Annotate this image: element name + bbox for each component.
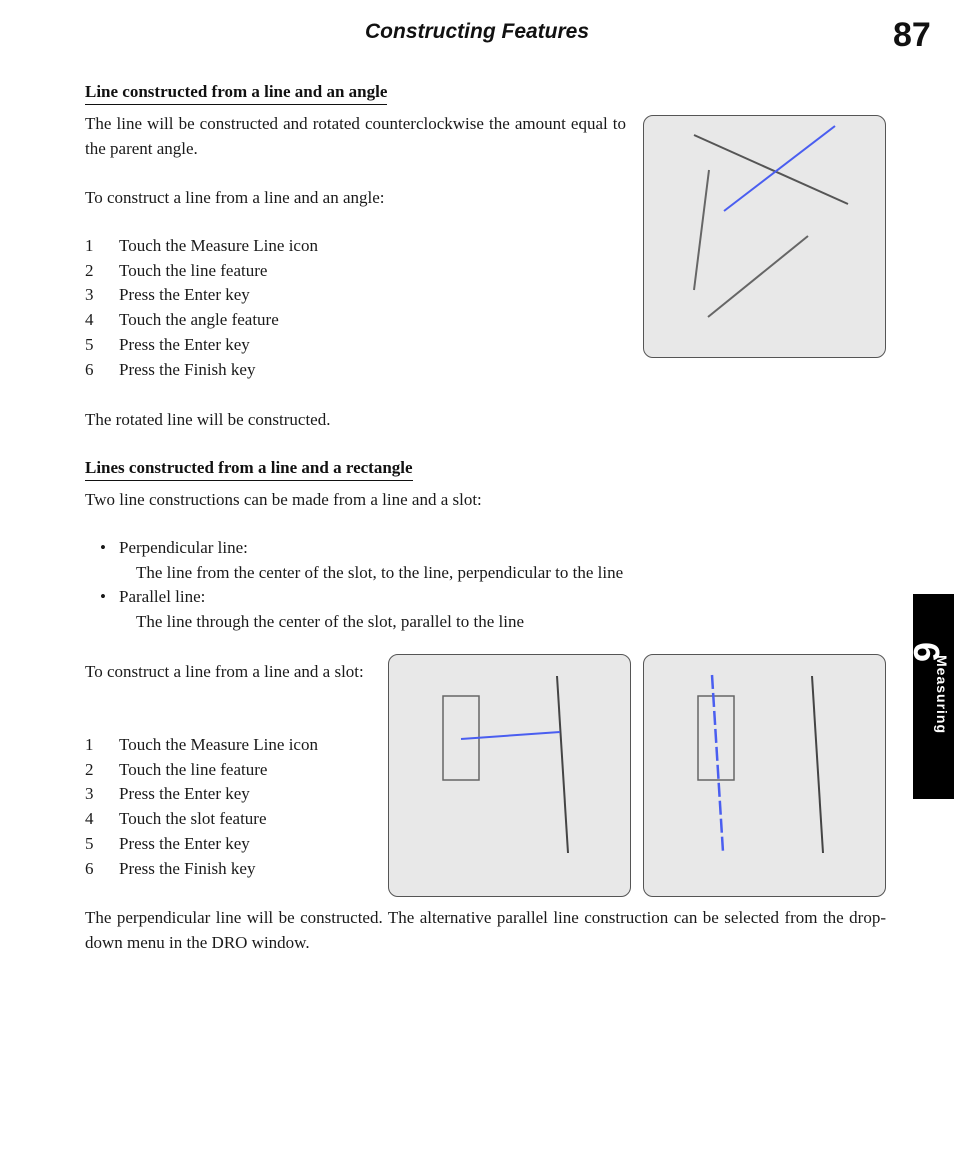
angle-line-2 xyxy=(708,236,808,317)
parent-line xyxy=(694,135,848,204)
bullet-label: Perpendicular line: xyxy=(119,538,248,557)
step-number: 2 xyxy=(85,260,94,280)
angle-line-1 xyxy=(694,170,709,290)
step-number: 5 xyxy=(85,833,94,853)
step-text: Touch the Measure Line icon xyxy=(119,236,318,255)
bullet-dot: • xyxy=(100,587,106,607)
construction-options-list xyxy=(100,536,623,635)
parallel-line xyxy=(712,675,723,852)
step-text: Press the Finish key xyxy=(119,858,256,878)
step-number: 5 xyxy=(85,334,94,354)
bullet-description: The line through the center of the slot, parallel to the line xyxy=(136,612,525,632)
section1-result: The rotated line will be constructed. xyxy=(85,410,331,429)
figure-perpendicular-line xyxy=(388,654,631,897)
list-item xyxy=(85,308,318,333)
list-item xyxy=(85,333,318,358)
step-text: Touch the Measure Line icon xyxy=(119,735,318,754)
figure-perpendicular-drawing xyxy=(389,655,632,898)
step-text: Touch the line feature xyxy=(119,260,268,280)
step-number: 6 xyxy=(85,359,94,379)
chapter-tab xyxy=(906,594,954,799)
perpendicular-line xyxy=(461,732,560,739)
list-item xyxy=(85,283,318,308)
list-item xyxy=(85,758,318,783)
chapter-number: 6 xyxy=(906,641,948,663)
section1-steps xyxy=(85,234,318,382)
step-text: Press the Enter key xyxy=(119,784,250,804)
section1-lead: To construct a line from a line and an angle: xyxy=(85,188,385,207)
step-number: 4 xyxy=(85,809,94,829)
list-item xyxy=(85,782,318,807)
step-number: 2 xyxy=(85,759,94,779)
section1-intro: The line will be constructed and rotated counterclockwise the amount equal to the parent angle. xyxy=(85,114,626,158)
bullet-label: Parallel line: xyxy=(119,587,206,607)
figure-line-angle-drawing xyxy=(644,116,887,359)
step-text: Press the Enter key xyxy=(119,833,250,853)
step-text: Press the Finish key xyxy=(119,359,256,379)
bullet-description: The line from the center of the slot, to the line, perpendicular to the line xyxy=(136,562,624,582)
step-text: Touch the angle feature xyxy=(119,310,279,330)
list-item xyxy=(85,832,318,857)
step-text: Press the Enter key xyxy=(119,285,250,305)
step-number: 1 xyxy=(85,735,94,754)
step-text: Touch the slot feature xyxy=(119,809,267,829)
running-header-title: Constructing Features xyxy=(365,20,590,43)
step-number: 6 xyxy=(85,858,94,878)
step-number: 3 xyxy=(85,285,94,305)
list-item xyxy=(85,234,318,259)
step-number: 3 xyxy=(85,784,94,804)
rotated-line xyxy=(724,126,835,211)
section-heading-line-rectangle: Lines constructed from a line and a rectangle xyxy=(85,458,413,481)
bullet-dot: • xyxy=(100,538,106,557)
figure-line-angle xyxy=(643,115,886,358)
list-item xyxy=(85,807,318,832)
section-heading-line-angle: Line constructed from a line and an angle xyxy=(85,82,387,105)
section2-result: The perpendicular line will be constructed. The alternative parallel line construction can be selected from the drop-down menu in the DRO window. xyxy=(85,908,886,952)
page-number: 87 xyxy=(893,16,931,54)
line-feature xyxy=(812,676,823,853)
list-item xyxy=(85,259,318,284)
line-feature xyxy=(557,676,568,853)
list-item xyxy=(100,585,623,610)
chapter-name: Measuring xyxy=(934,655,950,735)
step-text: Press the Enter key xyxy=(119,334,250,354)
list-item xyxy=(85,733,318,758)
section2-lead: To construct a line from a line and a slot: xyxy=(85,662,364,681)
figure-parallel-line xyxy=(643,654,886,897)
list-item xyxy=(85,358,318,383)
step-number: 4 xyxy=(85,310,94,330)
step-text: Touch the line feature xyxy=(119,759,268,779)
section2-intro: Two line constructions can be made from a line and a slot: xyxy=(85,490,482,509)
section2-steps xyxy=(85,733,318,881)
list-item xyxy=(85,857,318,882)
figure-parallel-drawing xyxy=(644,655,887,898)
step-number: 1 xyxy=(85,236,94,255)
list-item xyxy=(100,536,623,561)
